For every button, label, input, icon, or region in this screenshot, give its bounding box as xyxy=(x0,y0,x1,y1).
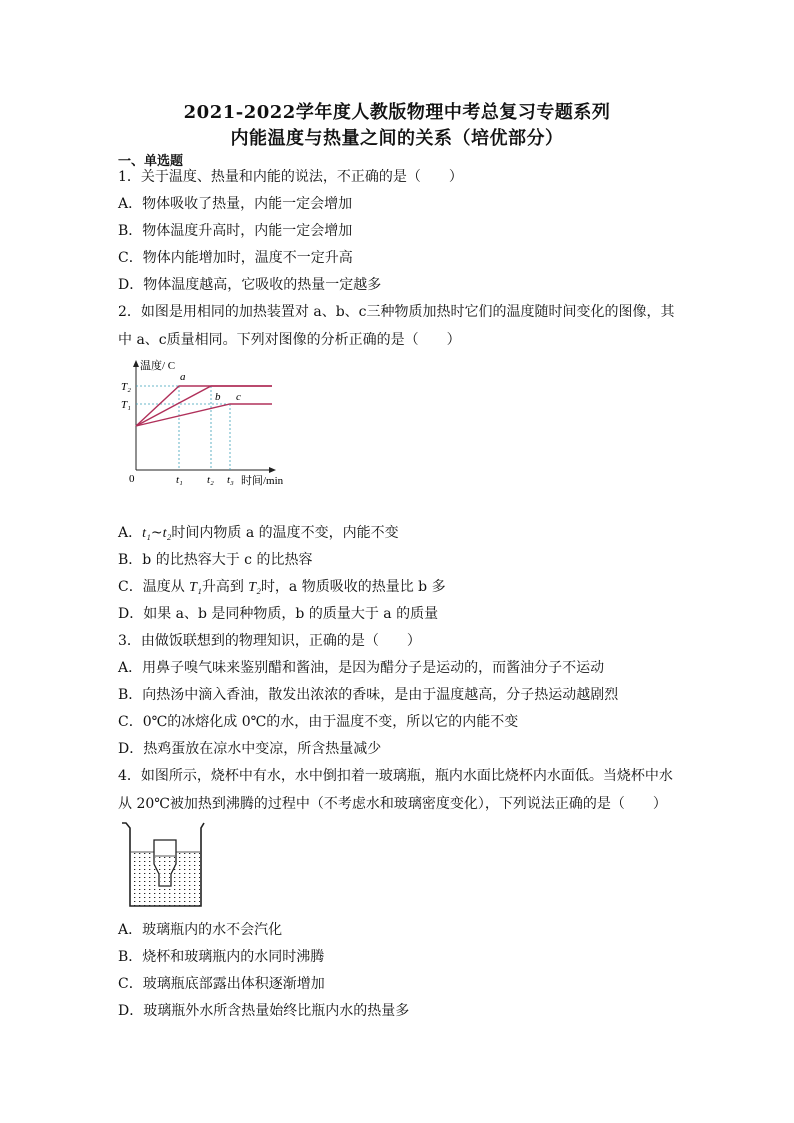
q3-option-d: D．热鸡蛋放在凉水中变凉，所含热量减少 xyxy=(118,741,382,757)
series-label-a: a xyxy=(180,371,186,383)
q2-option-b: B．b 的比热容大于 c 的比热容 xyxy=(118,552,313,568)
y-tick-T1: T₁ xyxy=(121,399,131,411)
beaker-bottle-figure xyxy=(118,820,214,912)
q1-stem: 1．关于温度、热量和内能的说法，不正确的是（ ） xyxy=(118,169,463,185)
series-label-b: b xyxy=(215,391,221,403)
x-tick-t3: t₃ xyxy=(227,474,234,486)
q1-option-d: D．物体温度越高，它吸收的热量一定越多 xyxy=(118,277,382,293)
document-subtitle: 内能温度与热量之间的关系（培优部分） xyxy=(230,128,564,149)
y-tick-T2: T₂ xyxy=(121,381,131,393)
q2-option-a xyxy=(118,522,399,542)
series-label-c: c xyxy=(236,391,241,403)
q3-option-c: C．0℃的冰熔化成 0℃的水，由于温度不变，所以它的内能不变 xyxy=(118,714,519,730)
q2-option-c-T2: T₂ xyxy=(248,580,261,595)
q2-option-a-tilde: ~ xyxy=(150,525,163,541)
temperature-time-chart xyxy=(112,352,302,494)
q2-option-a-rest: 时间内物质 a 的温度不变，内能不变 xyxy=(171,525,399,541)
x-tick-t2: t₂ xyxy=(207,474,214,486)
q1-option-a: A．物体吸收了热量，内能一定会增加 xyxy=(118,196,353,212)
q4-stem-line2: 从 20℃被加热到沸腾的过程中（不考虑水和玻璃密度变化），下列说法正确的是（ ） xyxy=(118,796,667,812)
q2-option-c-T1: T₁ xyxy=(189,580,202,595)
series-line-a xyxy=(136,386,272,426)
q4-stem-line1: 4．如图所示，烧杯中有水，水中倒扣着一玻璃瓶，瓶内水面比烧杯内水面低。当烧杯中水 xyxy=(118,768,673,784)
q4-option-d: D．玻璃瓶外水所含热量始终比瓶内水的热量多 xyxy=(118,1003,410,1019)
q3-option-b: B．向热汤中滴入香油，散发出浓浓的香味，是由于温度越高，分子热运动越剧烈 xyxy=(118,687,619,703)
q2-option-a-prefix: A． xyxy=(118,525,143,541)
x-axis-label: 时间/min xyxy=(241,475,284,487)
x-axis-arrow xyxy=(269,467,276,473)
q2-option-a-t1: t₁ xyxy=(142,526,151,541)
y-axis-label: 温度/ C xyxy=(140,360,176,372)
section-heading: 一、单选题 xyxy=(118,154,184,169)
document-title: 2021-2022学年度人教版物理中考总复习专题系列 xyxy=(183,102,611,123)
q3-stem: 3．由做饭联想到的物理知识，正确的是（ ） xyxy=(118,633,421,649)
q2-option-c xyxy=(118,576,446,596)
q2-option-d: D．如果 a、b 是同种物质，b 的质量大于 a 的质量 xyxy=(118,606,439,622)
series-line-b xyxy=(136,386,272,426)
q2-stem-line1: 2．如图是用相同的加热装置对 a、b、c三种物质加热时它们的温度随时间变化的图像，其 xyxy=(118,304,675,320)
q2-option-a-t2: t₂ xyxy=(162,526,172,541)
origin-label: 0 xyxy=(129,473,135,485)
q3-option-a: A．用鼻子嗅气味来鉴别醋和酱油，是因为醋分子是运动的，而酱油分子不运动 xyxy=(118,660,605,676)
q2-option-c-rest: 时，a 物质吸收的热量比 b 多 xyxy=(260,579,446,595)
q4-option-c: C．玻璃瓶底部露出体积逐渐增加 xyxy=(118,976,325,992)
x-tick-t1: t₁ xyxy=(176,474,183,486)
q2-option-c-prefix: C．温度从 xyxy=(118,579,190,595)
y-axis-arrow xyxy=(133,360,139,367)
q2-option-c-mid: 升高到 xyxy=(201,579,249,595)
q4-option-b: B．烧杯和玻璃瓶内的水同时沸腾 xyxy=(118,949,325,965)
q2-stem-line2: 中 a、c质量相同。下列对图像的分析正确的是（ ） xyxy=(118,332,461,348)
q1-option-b: B．物体温度升高时，内能一定会增加 xyxy=(118,223,353,239)
q1-option-c: C．物体内能增加时，温度不一定升高 xyxy=(118,250,353,266)
q4-option-a: A．玻璃瓶内的水不会汽化 xyxy=(118,922,283,938)
